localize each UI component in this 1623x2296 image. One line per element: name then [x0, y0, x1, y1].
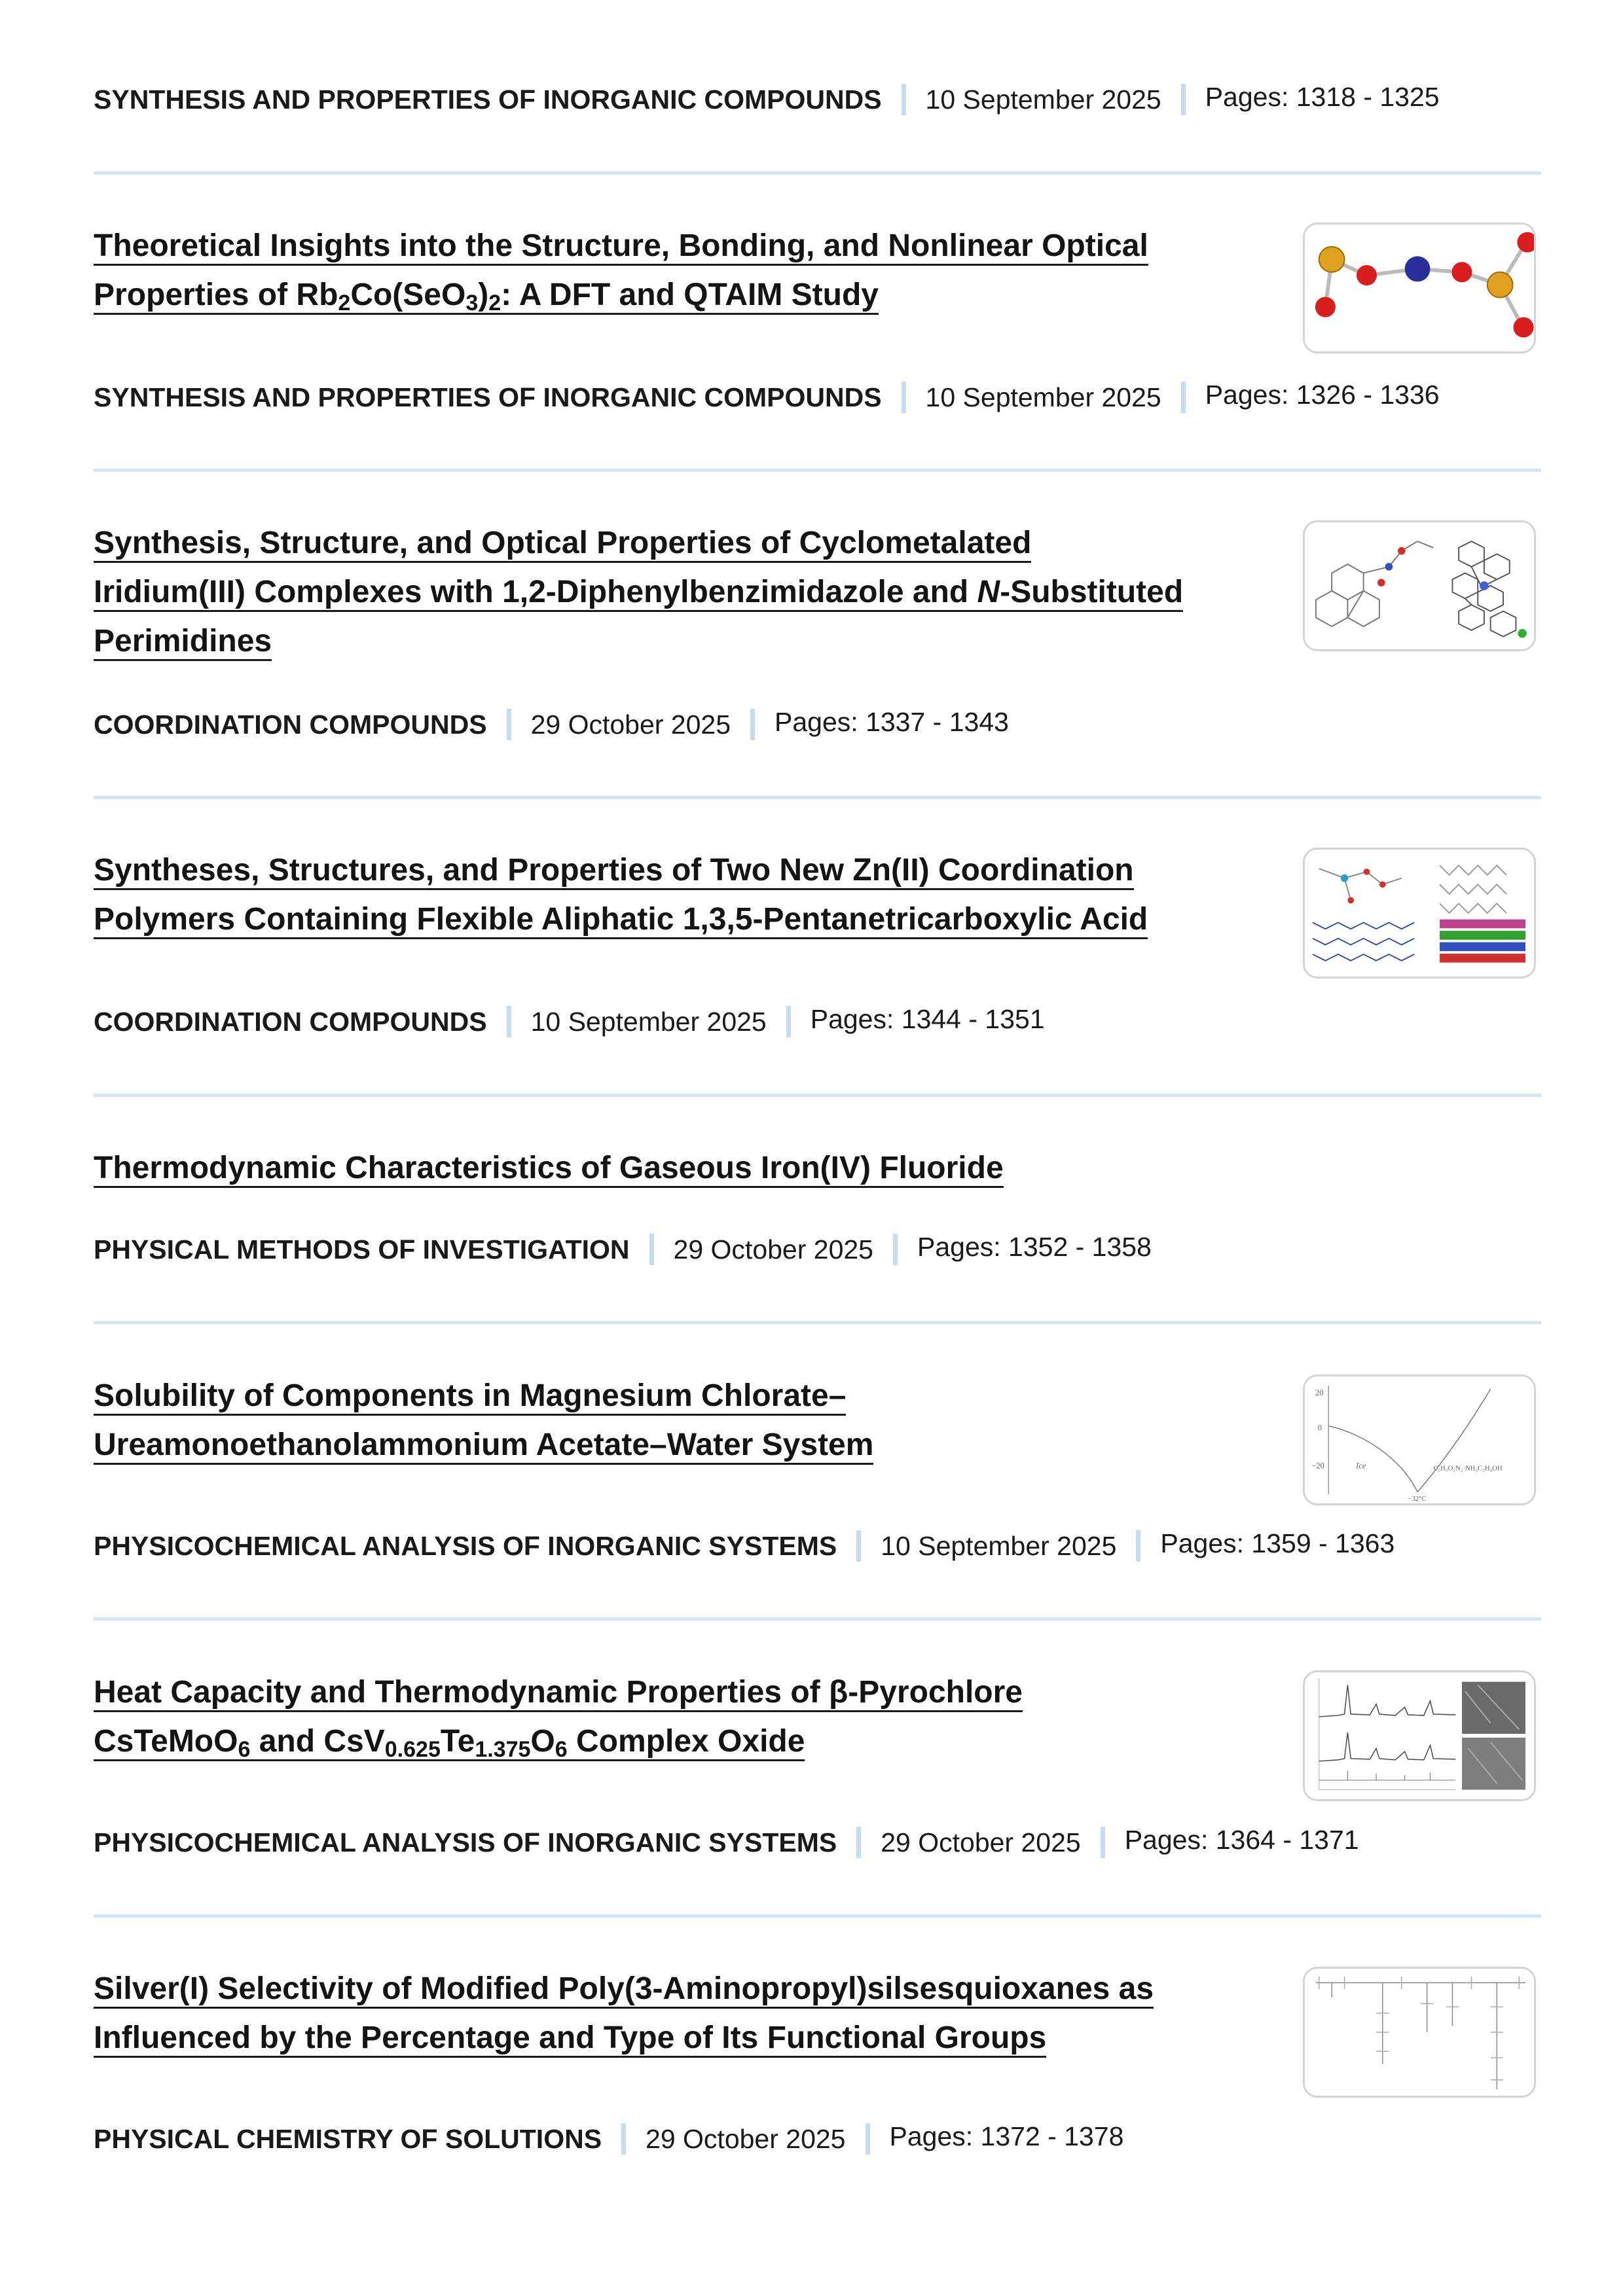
divider [94, 796, 1541, 799]
phase-diagram-icon[interactable] [1303, 1374, 1536, 1505]
article-title-link[interactable]: Thermodynamic Characteristics of Gaseous Iron(IV) Fluoride [94, 1143, 1004, 1193]
article-meta [94, 379, 1440, 413]
axis-tick-label: 20 [1315, 1388, 1324, 1398]
divider [94, 1617, 1541, 1621]
publication-date: 29 October 2025 [673, 1234, 873, 1265]
section-label[interactable]: COORDINATION COMPOUNDS [94, 709, 487, 740]
meta-separator [507, 709, 511, 740]
crystal-structure-icon[interactable] [1303, 520, 1536, 651]
meta-separator [1101, 1827, 1105, 1858]
article-meta [94, 1231, 1152, 1265]
page-range: Pages: 1318 - 1325 [1205, 81, 1440, 112]
meta-separator [1181, 84, 1186, 115]
meta-separator [1136, 1530, 1140, 1562]
page-range: Pages: 1372 - 1378 [889, 2121, 1124, 2151]
page-range: Pages: 1337 - 1343 [775, 706, 1009, 737]
meta-separator [649, 1234, 654, 1265]
divider [94, 469, 1541, 472]
axis-tick-label: 0 [1317, 1423, 1322, 1433]
xrd-pattern-icon[interactable] [1303, 1670, 1536, 1801]
page-range: Pages: 1364 - 1371 [1124, 1824, 1359, 1855]
page-range: Pages: 1344 - 1351 [810, 1003, 1045, 1034]
meta-separator [866, 2123, 870, 2155]
divider [94, 1914, 1541, 1918]
phase-region-label: C₂H₅O₂N₂·NH₂C₂H₄OH [1433, 1464, 1503, 1473]
polymer-structure-icon[interactable] [1303, 1967, 1536, 2098]
section-label[interactable]: PHYSICAL CHEMISTRY OF SOLUTIONS [94, 2123, 602, 2154]
publication-date: 10 September 2025 [925, 382, 1161, 412]
meta-separator [902, 382, 906, 413]
article-title-link[interactable]: Silver(I) Selectivity of Modified Poly(3-Aminopropyl)silsesquioxanes as Influenced by the Percentage and Type of Its Functional Groups [94, 1964, 1154, 2062]
meta-separator [902, 84, 906, 115]
divider [94, 171, 1541, 175]
meta-separator [786, 1006, 791, 1037]
meta-separator [893, 1234, 898, 1265]
coordination-polymer-icon[interactable] [1303, 848, 1536, 978]
article-title-link[interactable]: Synthesis, Structure, and Optical Properties of Cyclometalated Iridium(III) Complexes with 1,2-Diphenylbenzimidazole and N-Substituted Perimidines [94, 518, 1183, 666]
page-range: Pages: 1326 - 1336 [1205, 379, 1440, 410]
section-label[interactable]: PHYSICOCHEMICAL ANALYSIS OF INORGANIC SYSTEMS [94, 1827, 837, 1857]
publication-date: 10 September 2025 [881, 1530, 1117, 1561]
article-meta [94, 1003, 1045, 1037]
publication-date: 10 September 2025 [925, 84, 1161, 115]
meta-separator [621, 2123, 626, 2155]
article-title-link[interactable]: Theoretical Insights into the Structure, Bonding, and Nonlinear Optical Properties of $Rb_2Co(SeO_3)_2$: A DFT and QTAIM Study [94, 228, 1148, 315]
article-meta [94, 1530, 1395, 1562]
meta-separator [856, 1827, 861, 1858]
article-meta [94, 1824, 1359, 1858]
article-title-link[interactable]: Syntheses, Structures, and Properties of Two New Zn(II) Coordination Polymers Containing Flexible Aliphatic 1,3,5-Pentanetricarboxylic Acid [94, 846, 1148, 944]
publication-date: 29 October 2025 [881, 1827, 1081, 1857]
article-title-link[interactable]: Solubility of Components in Magnesium Chlorate– Ureamonoethanolammonium Acetate–Water System [94, 1371, 873, 1469]
section-label[interactable]: SYNTHESIS AND PROPERTIES OF INORGANIC COMPOUNDS [94, 382, 882, 412]
page-range: Pages: 1352 - 1358 [917, 1231, 1152, 1262]
meta-separator [1181, 382, 1186, 413]
section-label[interactable]: COORDINATION COMPOUNDS [94, 1006, 487, 1037]
article-meta [94, 2123, 1123, 2155]
phase-region-label: Ice [1356, 1461, 1366, 1471]
publication-date: 29 October 2025 [646, 2123, 846, 2154]
axis-tick-label: −20 [1311, 1461, 1324, 1471]
section-label[interactable]: PHYSICOCHEMICAL ANALYSIS OF INORGANIC SYSTEMS [94, 1530, 837, 1561]
molecule-ball-stick-icon[interactable] [1303, 223, 1536, 353]
meta-separator [856, 1530, 861, 1562]
eutectic-temperature-label: −32°C [1408, 1495, 1427, 1503]
publication-date: 10 September 2025 [530, 1006, 767, 1037]
meta-separator [507, 1006, 511, 1037]
page-range: Pages: 1359 - 1363 [1160, 1528, 1395, 1558]
article-meta [94, 706, 1009, 740]
article-meta [94, 81, 1440, 115]
article-title-link[interactable]: Heat Capacity and Thermodynamic Properties of β-Pyrochlore CsTeMoO$_6$ and $CsV_{0.625}Te_{1.375}O_6$ Complex Oxide [94, 1675, 1023, 1762]
section-label[interactable]: SYNTHESIS AND PROPERTIES OF INORGANIC COMPOUNDS [94, 84, 882, 115]
divider [94, 1094, 1541, 1097]
divider [94, 1321, 1541, 1324]
section-label[interactable]: PHYSICAL METHODS OF INVESTIGATION [94, 1234, 630, 1265]
publication-date: 29 October 2025 [530, 709, 731, 740]
meta-separator [750, 709, 755, 740]
